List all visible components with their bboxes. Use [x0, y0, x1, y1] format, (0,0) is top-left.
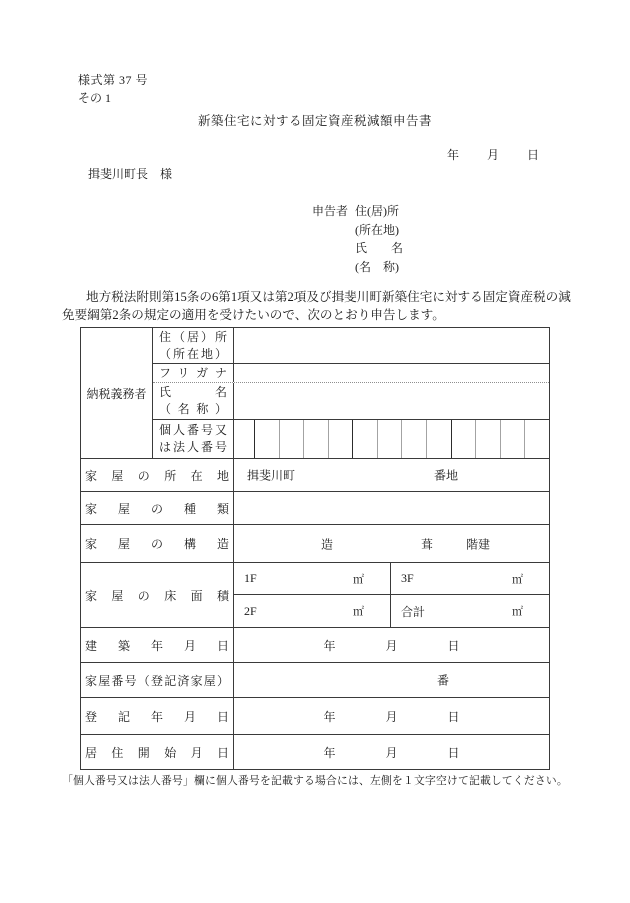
taxpayer-address-label-line1: 住（居）所 — [159, 329, 227, 344]
date-month-label: 月 — [487, 148, 500, 162]
structure-fuki-label: 葺 — [421, 537, 434, 551]
house-location-label: 家屋の所在地 — [85, 468, 229, 483]
house-location-row — [81, 459, 549, 492]
date-day-label: 日 — [527, 148, 540, 162]
occupancy-day-label: 日 — [447, 745, 460, 760]
registration-year-label: 年 — [323, 709, 336, 724]
taxpayer-subrows — [153, 328, 549, 458]
occupancy-date-value-cell — [234, 735, 549, 769]
registration-date-label-cell — [81, 698, 234, 734]
floor-total-unit: ㎡ — [512, 606, 523, 618]
floor-total-label: 合計 — [401, 604, 426, 619]
id-digit-cell — [401, 420, 426, 458]
registration-date-value-cell — [234, 698, 549, 734]
house-location-suffix: 番地 — [434, 468, 459, 483]
taxpayer-label-cell: 納税義務者 — [81, 328, 153, 458]
house-location-value-cell — [234, 459, 549, 491]
floor-3f-cell — [391, 563, 549, 595]
taxpayer-name-label-line1: 氏名 — [159, 385, 227, 399]
floor-2f-label: 2F — [244, 603, 257, 618]
built-date-row — [81, 628, 549, 663]
house-number-suffix: 番 — [437, 673, 450, 688]
applicant-lines — [355, 202, 403, 276]
declaration-line-1: 地方税法附則第15条の6第1項又は第2項及び揖斐川町新築住宅に対する固定資産税の減 — [86, 290, 571, 304]
applicant-location-label: (所在地) — [355, 222, 400, 237]
taxpayer-address-row — [153, 328, 549, 364]
house-number-value-cell — [234, 663, 549, 697]
addressee: 揖斐川町長 様 — [88, 167, 173, 181]
taxpayer-id-sublabel — [153, 420, 234, 458]
applicant-name-label: 氏 名 — [355, 241, 404, 256]
floor-3f-label: 3F — [401, 571, 414, 585]
id-digit-cell — [279, 420, 304, 458]
floor-area-label: 家屋の床面積 — [85, 588, 229, 603]
date-line — [447, 146, 539, 163]
built-date-value-cell — [234, 628, 549, 662]
taxpayer-name-row — [153, 383, 549, 420]
application-table — [80, 327, 550, 770]
taxpayer-address-sublabel — [153, 328, 234, 363]
floor-2f-cell — [234, 595, 391, 627]
occupancy-date-label: 居住開始月日 — [85, 745, 229, 760]
taxpayer-furigana-label: フリガナ — [159, 365, 227, 380]
id-digit-cell — [303, 420, 328, 458]
applicant-block — [312, 202, 403, 276]
house-structure-label-cell — [81, 525, 234, 562]
registration-date-label: 登記年月日 — [85, 709, 229, 724]
house-location-label-cell — [81, 459, 234, 491]
taxpayer-name-sublabel — [153, 383, 234, 419]
form-style-number: 様式第 37 号 — [78, 73, 149, 87]
taxpayer-address-label-line2: （所在地） — [159, 346, 227, 361]
form-sub-number: その 1 — [78, 91, 112, 105]
footnote: 「個人番号又は法人番号」欄に個人番号を記載する場合には、左側を１文字空けて記載してください。 — [62, 775, 568, 787]
applicant-address-label: 住(居)所 — [355, 204, 400, 218]
declaration-line-2: 免要綱第2条の規定の適用を受けたいので、次のとおり申告します。 — [62, 307, 445, 322]
floor-3f-unit: ㎡ — [512, 573, 523, 586]
taxpayer-furigana-row — [153, 364, 549, 383]
occupancy-date-label-cell — [81, 735, 234, 769]
house-kind-value-cell — [234, 492, 549, 524]
house-structure-value-cell — [234, 525, 549, 562]
declaration-paragraph — [62, 289, 576, 324]
built-date-label-cell — [81, 628, 234, 662]
id-number-grid — [234, 420, 549, 458]
house-structure-row — [81, 525, 549, 563]
floor-area-label-cell — [81, 563, 234, 627]
house-number-label-cell — [81, 663, 234, 697]
house-kind-row — [81, 492, 549, 525]
date-year-label: 年 — [447, 148, 460, 162]
taxpayer-id-row — [153, 420, 549, 458]
id-digit-cell — [377, 420, 402, 458]
built-year-label: 年 — [323, 638, 336, 653]
id-digit-cell — [254, 420, 279, 458]
house-structure-label: 家屋の構造 — [85, 537, 229, 551]
taxpayer-furigana-sublabel — [153, 364, 234, 382]
floor-area-grid — [234, 563, 549, 627]
house-kind-label-cell — [81, 492, 234, 524]
floor-2f-unit: ㎡ — [353, 606, 364, 618]
occupancy-date-row — [81, 735, 549, 769]
built-date-label: 建築年月日 — [85, 638, 229, 653]
house-kind-label: 家屋の種類 — [85, 501, 229, 516]
id-digit-cell — [234, 420, 254, 458]
floor-1f-label: 1F — [244, 571, 257, 585]
id-digit-cell — [328, 420, 353, 458]
id-digit-cell — [352, 420, 377, 458]
id-digit-cell — [475, 420, 500, 458]
registration-date-row — [81, 698, 549, 735]
applicant-label: 申告者 — [312, 204, 349, 218]
floor-1f-cell — [234, 563, 391, 595]
floor-1f-unit: ㎡ — [353, 573, 364, 586]
taxpayer-section-row — [81, 328, 549, 459]
id-digit-cell — [426, 420, 451, 458]
floor-total-cell — [391, 595, 549, 627]
applicant-title-label: (名 称) — [355, 259, 400, 274]
floor-area-row — [81, 563, 549, 628]
id-digit-cell — [451, 420, 476, 458]
structure-zou-label: 造 — [321, 537, 334, 551]
taxpayer-address-value-cell — [234, 328, 549, 363]
house-location-prefix: 揖斐川町 — [247, 468, 296, 483]
built-day-label: 日 — [447, 638, 460, 653]
house-number-row — [81, 663, 549, 698]
form-title: 新築住宅に対する固定資産税減額申告書 — [197, 114, 432, 128]
occupancy-year-label: 年 — [323, 745, 336, 760]
taxpayer-name-label-line2: （名称） — [159, 402, 227, 416]
id-digit-cell — [524, 420, 549, 458]
registration-day-label: 日 — [447, 709, 460, 724]
structure-kaidate-label: 階建 — [466, 537, 491, 551]
house-number-label: 家屋番号（登記済家屋） — [85, 673, 229, 688]
registration-month-label: 月 — [385, 709, 398, 724]
taxpayer-id-label: 個人番号又は法人番号 — [159, 423, 227, 454]
id-digit-cell — [500, 420, 525, 458]
occupancy-month-label: 月 — [385, 745, 398, 760]
built-month-label: 月 — [385, 638, 398, 653]
taxpayer-furigana-value-cell — [234, 364, 549, 382]
taxpayer-name-value-cell — [234, 383, 549, 419]
